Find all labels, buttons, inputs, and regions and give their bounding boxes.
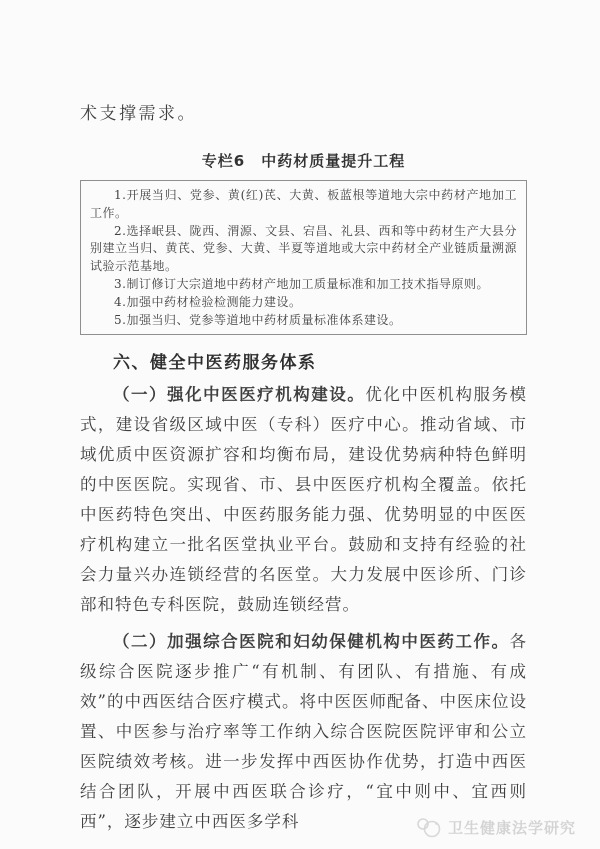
box-item-4: 4.加强中药材检验检测能力建设。 <box>114 294 302 309</box>
paragraph-2 <box>80 627 527 837</box>
watermark-label: 卫生健康法学研究 <box>447 818 576 837</box>
section-heading: 六、健全中医药服务体系 <box>113 353 317 374</box>
box-item-3: 3.制订修订大宗道地中药材产地加工质量标准和加工技术指导原则。 <box>114 276 489 291</box>
paragraph-1-lead: （一）强化中医医疗机构建设。 <box>113 385 366 405</box>
page-content <box>80 0 527 837</box>
paragraph-2-lead: （二）加强综合医院和妇幼保健机构中医药工作。 <box>113 632 510 652</box>
column-box <box>80 180 527 335</box>
paragraph-continuation: 术支撑需求。 <box>80 104 197 124</box>
box-item-1: 1.开展当归、党参、黄(红)芪、大黄、板蓝根等道地大宗中药材产地加工工作。 <box>90 188 517 220</box>
box-item-5: 5.加强当归、党参等道地中药材质量标准体系建设。 <box>114 312 402 327</box>
box-item-2: 2.选择岷县、陇西、渭源、文县、宕昌、礼县、西和等中药材生产大县分别建立当归、黄芪、党参、大黄、半夏等道地或大宗中药材全产业链质量溯源试验示范基地。 <box>90 223 517 274</box>
paragraph-1-body: 优化中医机构服务模式，建设省级区域中医（专科）医疗中心。推动省域、市域优质中医资源扩容和均衡布局，建设优势病种特色鲜明的中医医院。实现省、市、县中医医疗机构全覆盖。依托中医药特色突出、中医药服务能力强、优势明显的中医医疗机构建立一批名医堂执业平台。鼓励和支持有经验的社会力量兴办连锁经营的名医堂。大力发展中医诊所、门诊部和特色专科医院，鼓励连锁经营。 <box>80 385 528 615</box>
paragraph-2-body: 各级综合医院逐步推广“有机制、有团队、有措施、有成效”的中西医结合医疗模式。将中医医师配备、中医床位设置、中医参与治疗率等工作纳入综合医院医院评审和公立医院绩效考核。进一步发挥中西医协作优势，打造中西医结合团队，开展中西医联合诊疗，“宜中则中、宜西则西”，逐步建立中西医多学科 <box>80 632 527 832</box>
column-box-title: 专栏6 中药材质量提升工程 <box>201 152 406 170</box>
panda-badge-icon <box>415 816 442 838</box>
watermark <box>415 816 576 838</box>
paragraph-1 <box>80 380 527 620</box>
